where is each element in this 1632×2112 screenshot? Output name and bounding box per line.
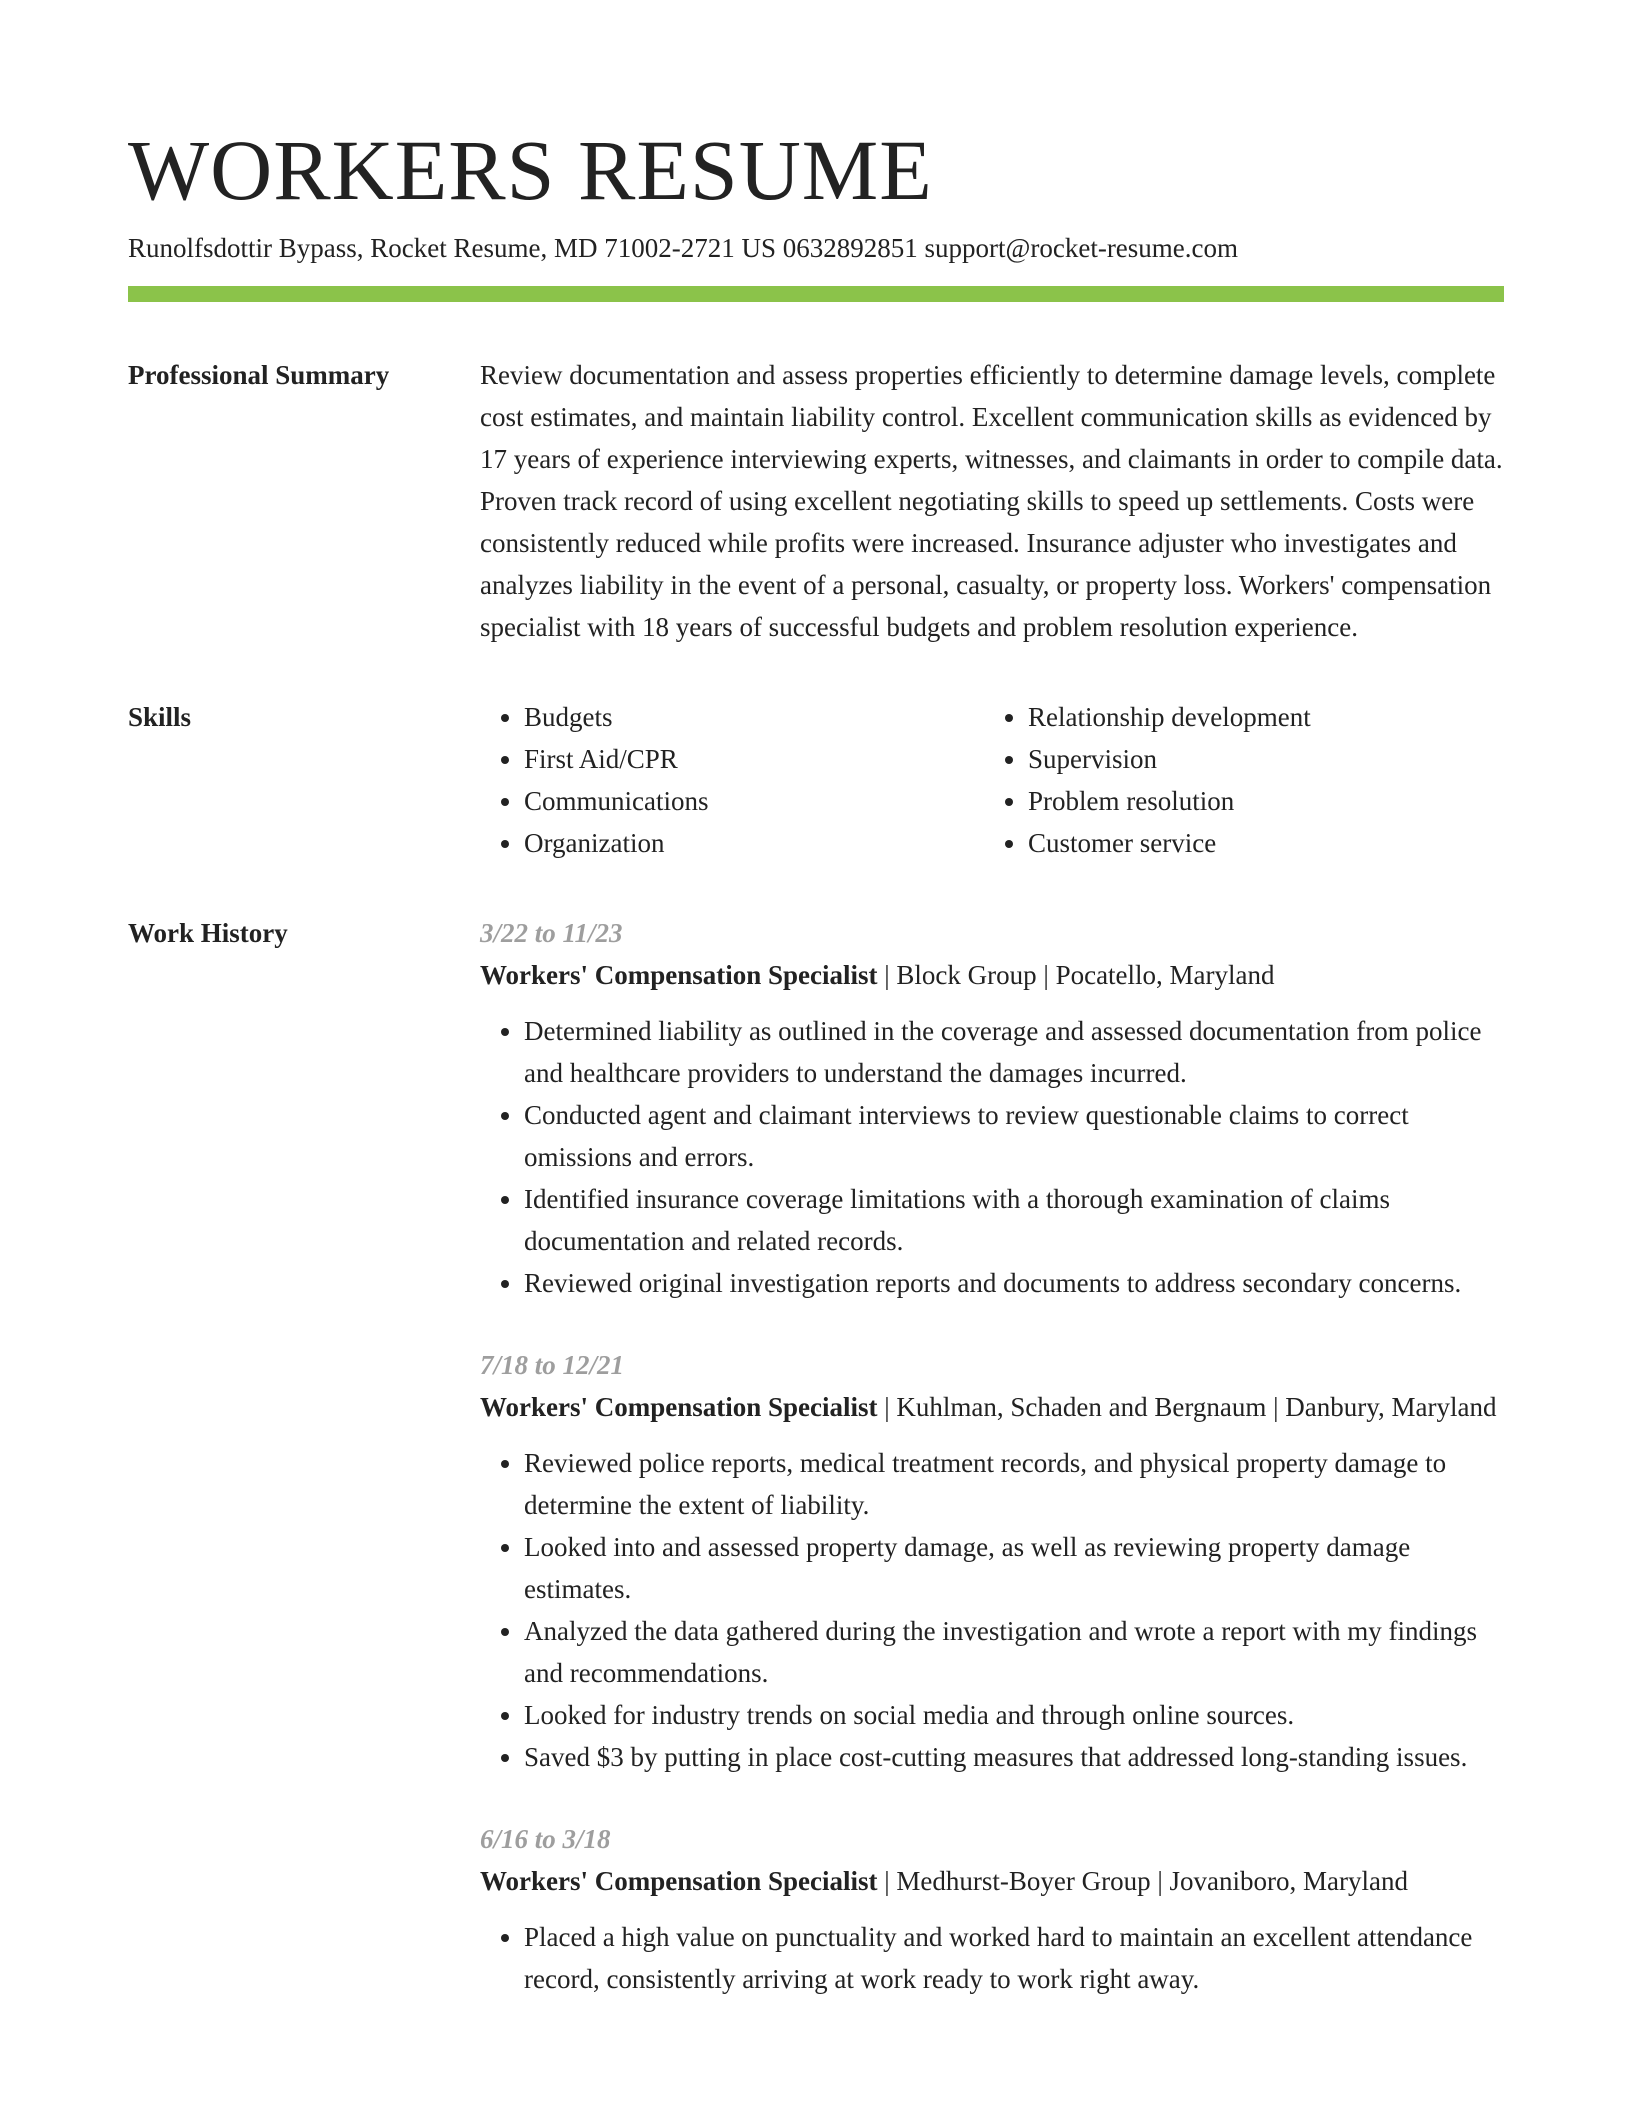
resume-title: WORKERS RESUME	[128, 122, 933, 218]
job-bullet: • Conducted agent and claimant interviews to review questionable claims to correct omissions and errors.	[524, 1094, 1504, 1178]
job-title: Workers' Compensation Specialist	[480, 1392, 878, 1422]
skills-section	[128, 696, 1504, 864]
skill-item: • Organization	[524, 822, 984, 864]
job-location: Pocatello, Maryland	[1055, 960, 1275, 990]
job-entry	[480, 1344, 1504, 1778]
job-bullet: • Reviewed original investigation reports and documents to address secondary concerns.	[524, 1262, 1504, 1304]
skill-item: • Problem resolution	[1028, 780, 1488, 822]
job-entry	[480, 1818, 1504, 2000]
job-dates: 3/22 to 11/23	[480, 918, 623, 948]
contact-line	[128, 230, 1504, 266]
job-bullet: • Reviewed police reports, medical treatment records, and physical property damage to determine the extent of liability.	[524, 1442, 1504, 1526]
job-heading	[480, 1860, 1504, 1902]
skill-item: • Budgets	[524, 696, 984, 738]
job-bullets	[480, 1442, 1504, 1778]
job-company: Medhurst-Boyer Group	[896, 1866, 1151, 1896]
skill-item: • Communications	[524, 780, 984, 822]
summary-heading: Professional Summary	[128, 360, 390, 390]
summary-section	[128, 354, 1504, 648]
job-bullet: • Looked into and assessed property damage, as well as reviewing property damage estimates.	[524, 1526, 1504, 1610]
skills-list-column-2	[984, 696, 1488, 864]
job-company: Block Group	[896, 960, 1037, 990]
work-history-heading: Work History	[128, 918, 288, 948]
job-bullet: • Determined liability as outlined in the coverage and assessed documentation from police and healthcare providers to understand the damages incurred.	[524, 1010, 1504, 1094]
skill-item: • Supervision	[1028, 738, 1488, 780]
skills-heading: Skills	[128, 702, 192, 732]
job-separator	[1151, 1866, 1170, 1896]
job-heading	[480, 954, 1504, 996]
job-dates: 6/16 to 3/18	[480, 1824, 611, 1854]
job-location: Jovaniboro, Maryland	[1169, 1866, 1408, 1896]
job-bullet: • Identified insurance coverage limitations with a thorough examination of claims documentation and related records.	[524, 1178, 1504, 1262]
job-separator	[1266, 1392, 1285, 1422]
job-bullet: • Saved $3 by putting in place cost-cutting measures that addressed long-standing issues.	[524, 1736, 1504, 1778]
job-bullet: • Placed a high value on punctuality and worked hard to maintain an excellent attendance record, consistently arriving at work ready to work right away.	[524, 1916, 1504, 2000]
job-bullets	[480, 1010, 1504, 1304]
skill-item: • First Aid/CPR	[524, 738, 984, 780]
job-separator	[878, 1392, 897, 1422]
skill-item: • Relationship development	[1028, 696, 1488, 738]
job-title: Workers' Compensation Specialist	[480, 960, 878, 990]
job-heading	[480, 1386, 1504, 1428]
job-bullet: • Analyzed the data gathered during the investigation and wrote a report with my findings and recommendations.	[524, 1610, 1504, 1694]
skill-item: • Customer service	[1028, 822, 1488, 864]
job-dates: 7/18 to 12/21	[480, 1350, 625, 1380]
job-location: Danbury, Maryland	[1285, 1392, 1497, 1422]
work-history-section	[128, 912, 1504, 2040]
contact-phone: 0632892851	[782, 233, 918, 263]
job-entry	[480, 912, 1504, 1304]
job-separator	[878, 1866, 897, 1896]
contact-address: Runolfsdottir Bypass, Rocket Resume, MD 71002-2721 US	[128, 233, 776, 263]
resume-page	[128, 120, 1504, 2040]
header-divider	[128, 286, 1504, 302]
job-company: Kuhlman, Schaden and Bergnaum	[896, 1392, 1267, 1422]
summary-text: Review documentation and assess properties efficiently to determine damage levels, complete cost estimates, and maintain liability control. Excellent communication skills as evidenced by 17 years of experience interviewing experts, witnesses, and claimants in order to compile data. Proven track record of using excellent negotiating skills to speed up settlements. Costs were consistently reduced while profits were increased. Insurance adjuster who investigates and analyzes liability in the event of a personal, casualty, or property loss. Workers' compensation specialist with 18 years of successful budgets and problem resolution experience.	[480, 360, 1503, 642]
skills-list-column-1	[480, 696, 984, 864]
job-separator	[1037, 960, 1056, 990]
job-bullets	[480, 1916, 1504, 2000]
job-bullet: • Looked for industry trends on social media and through online sources.	[524, 1694, 1504, 1736]
job-separator	[878, 960, 897, 990]
contact-email: support@rocket-resume.com	[924, 233, 1239, 263]
job-title: Workers' Compensation Specialist	[480, 1866, 878, 1896]
